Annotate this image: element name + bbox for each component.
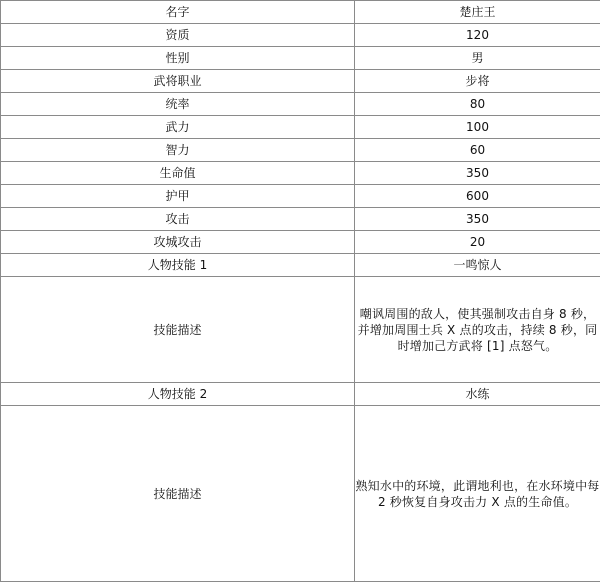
table-row: [1, 185, 600, 208]
row-label-class: 武将职业: [1, 70, 355, 93]
row-value-skill-2: 水练: [355, 383, 600, 406]
row-value-command: 80: [355, 93, 600, 116]
row-value-intelligence: 60: [355, 139, 600, 162]
table-row: [1, 93, 600, 116]
row-label-hp: 生命值: [1, 162, 355, 185]
row-label-skill-2-desc: 技能描述: [1, 406, 355, 582]
row-value-hp: 350: [355, 162, 600, 185]
table-row: [1, 231, 600, 254]
row-value-class: 步将: [355, 70, 600, 93]
row-label-siege-attack: 攻城攻击: [1, 231, 355, 254]
table-row: [1, 406, 600, 582]
table-row: [1, 1, 600, 24]
row-value-siege-attack: 20: [355, 231, 600, 254]
table-row: [1, 208, 600, 231]
row-value-strength: 100: [355, 116, 600, 139]
row-label-armor: 护甲: [1, 185, 355, 208]
row-label-intelligence: 智力: [1, 139, 355, 162]
row-label-skill-1: 人物技能 1: [1, 254, 355, 277]
row-label-command: 统率: [1, 93, 355, 116]
row-label-skill-1-desc: 技能描述: [1, 277, 355, 383]
table-row: [1, 116, 600, 139]
row-label-gender: 性别: [1, 47, 355, 70]
table-row: [1, 254, 600, 277]
table-row: [1, 383, 600, 406]
row-value-aptitude: 120: [355, 24, 600, 47]
table-row: [1, 47, 600, 70]
table-row: [1, 139, 600, 162]
row-value-skill-2-desc: 熟知水中的环境，此谓地利也，在水环境中每 2 秒恢复自身攻击力 X 点的生命值。: [355, 406, 600, 582]
table-row: [1, 24, 600, 47]
row-value-attack: 350: [355, 208, 600, 231]
table-row: [1, 277, 600, 383]
row-label-attack: 攻击: [1, 208, 355, 231]
row-label-name: 名字: [1, 1, 355, 24]
row-value-name: 楚庄王: [355, 1, 600, 24]
row-label-aptitude: 资质: [1, 24, 355, 47]
row-value-gender: 男: [355, 47, 600, 70]
row-value-armor: 600: [355, 185, 600, 208]
table-row: [1, 162, 600, 185]
row-value-skill-1: 一鸣惊人: [355, 254, 600, 277]
row-label-strength: 武力: [1, 116, 355, 139]
row-label-skill-2: 人物技能 2: [1, 383, 355, 406]
table-row: [1, 70, 600, 93]
row-value-skill-1-desc: 嘲讽周围的敌人，使其强制攻击自身 8 秒，并增加周围士兵 X 点的攻击，持续 8 秒，同时增加己方武将 [1] 点怒气。: [355, 277, 600, 383]
